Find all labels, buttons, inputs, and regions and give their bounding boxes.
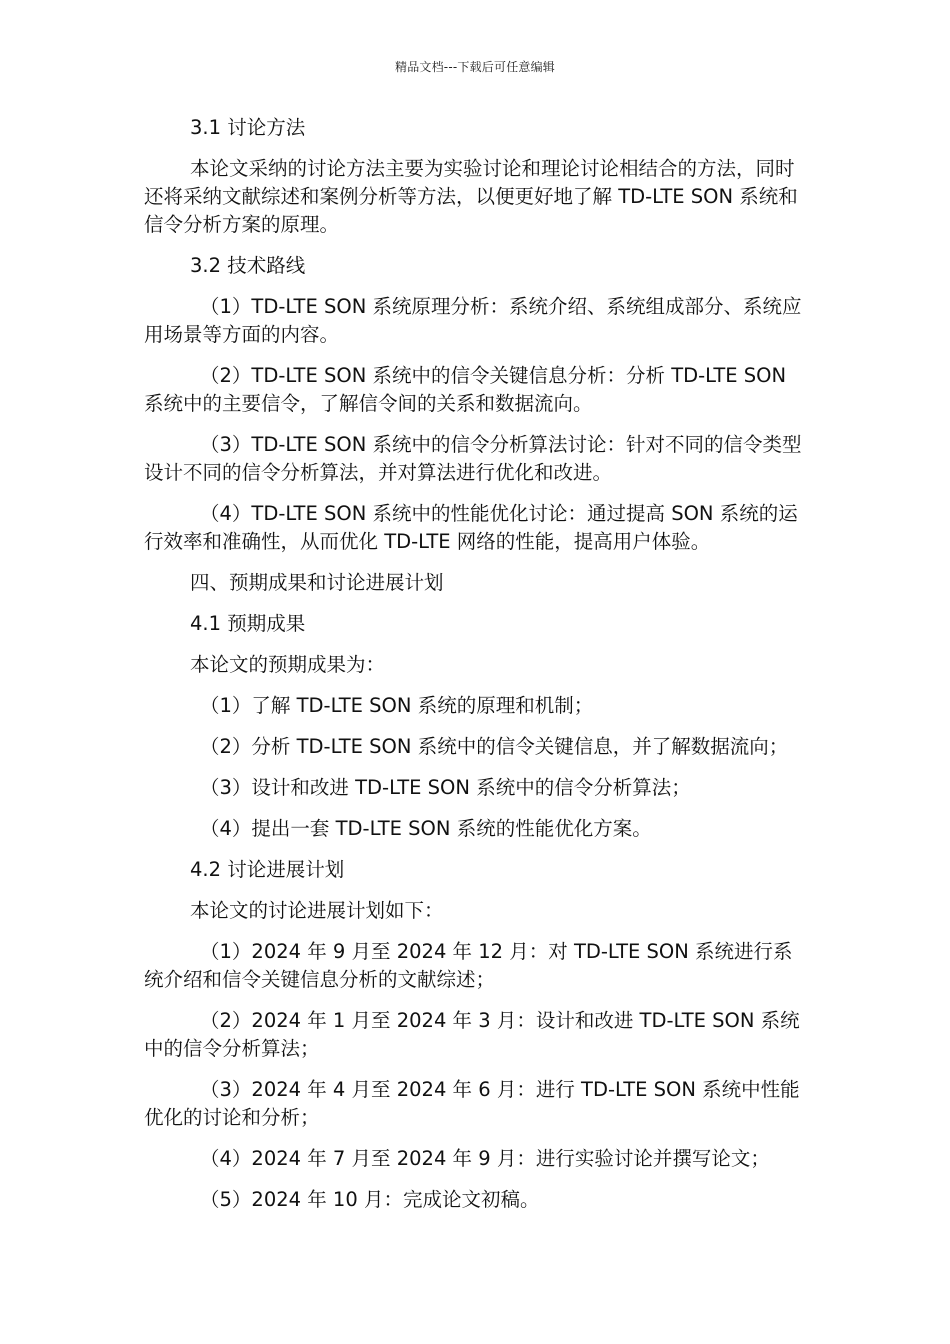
page-header: 精品文档---下载后可任意编辑 <box>395 60 555 74</box>
list-item-plan-3: （3）2024 年 4 月至 2024 年 6 月：进行 TD-LTE SON 系统中性能优化的讨论和分析； <box>144 1078 800 1129</box>
paragraph-methods: 本论文采纳的讨论方法主要为实验讨论和理论讨论相结合的方法，同时还将采纳文献综述和案例分析等方法，以便更好地了解 TD-LTE SON 系统和信令分析方案的原理。 <box>144 157 798 236</box>
list-item-expected-1: （1）了解 TD-LTE SON 系统的原理和机制； <box>200 694 594 717</box>
list-item-plan-5: （5）2024 年 10 月：完成论文初稿。 <box>200 1188 540 1211</box>
list-item-expected-2: （2）分析 TD-LTE SON 系统中的信令关键信息，并了解数据流向； <box>200 735 789 758</box>
section-heading-3-2: 3.2 技术路线 <box>190 254 306 277</box>
list-item-expected-4: （4）提出一套 TD-LTE SON 系统的性能优化方案。 <box>200 817 652 840</box>
document-body <box>144 114 809 1227</box>
list-item-plan-2: （2）2024 年 1 月至 2024 年 3 月：设计和改进 TD-LTE SON 系统中的信令分析算法； <box>144 1009 800 1060</box>
list-item-route-4: （4）TD-LTE SON 系统中的性能优化讨论：通过提高 SON 系统的运行效率和准确性，从而优化 TD-LTE 网络的性能，提高用户体验。 <box>144 502 798 553</box>
list-item-route-1: （1）TD-LTE SON 系统原理分析：系统介绍、系统组成部分、系统应用场景等方面的内容。 <box>144 295 802 346</box>
paragraph-expected-intro: 本论文的预期成果为： <box>190 653 386 676</box>
section-heading-4-1: 4.1 预期成果 <box>190 612 306 635</box>
list-item-plan-1: （1）2024 年 9 月至 2024 年 12 月：对 TD-LTE SON 系统进行系统介绍和信令关键信息分析的文献综述； <box>144 940 793 991</box>
section-heading-4-2: 4.2 讨论进展计划 <box>190 858 345 881</box>
list-item-expected-3: （3）设计和改进 TD-LTE SON 系统中的信令分析算法； <box>200 776 691 799</box>
list-item-route-3: （3）TD-LTE SON 系统中的信令分析算法讨论：针对不同的信令类型设计不同的信令分析算法，并对算法进行优化和改进。 <box>144 433 802 484</box>
section-heading-4: 四、预期成果和讨论进展计划 <box>190 571 444 594</box>
section-heading-3-1: 3.1 讨论方法 <box>190 116 306 139</box>
list-item-route-2: （2）TD-LTE SON 系统中的信令关键信息分析：分析 TD-LTE SON 系统中的主要信令，了解信令间的关系和数据流向。 <box>144 364 787 415</box>
paragraph-plan-intro: 本论文的讨论进展计划如下： <box>190 899 444 922</box>
list-item-plan-4: （4）2024 年 7 月至 2024 年 9 月：进行实验讨论并撰写论文； <box>200 1147 770 1170</box>
